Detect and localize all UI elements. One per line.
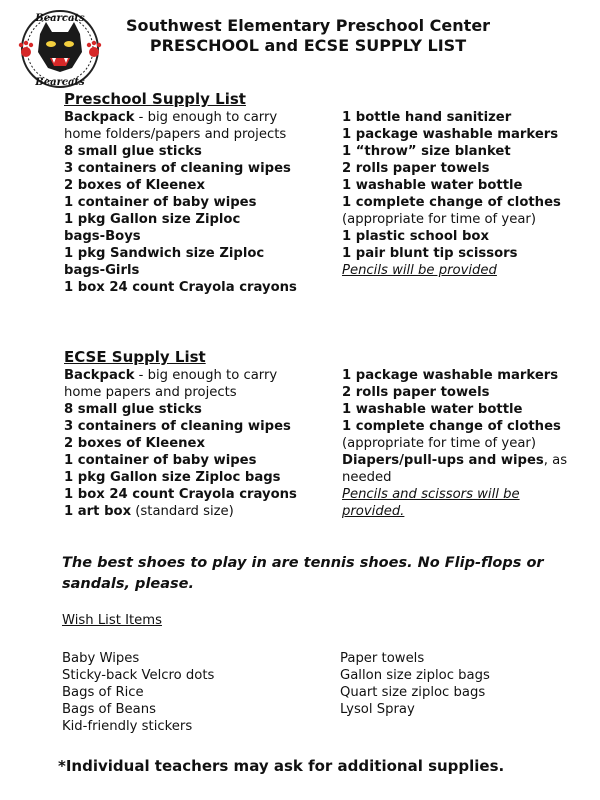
list-item: Bags of Beans xyxy=(62,702,156,717)
list-item xyxy=(342,452,567,469)
pencils-note: Pencils and scissors will be xyxy=(342,487,520,502)
list-item: 1 container of baby wipes xyxy=(64,195,257,210)
list-item: Bags of Rice xyxy=(62,685,144,700)
list-item: needed xyxy=(342,470,392,485)
backpack-label: Backpack xyxy=(64,368,135,383)
list-item: 1 washable water bottle xyxy=(342,402,523,417)
shoes-note xyxy=(62,553,562,595)
list-item: bags-Boys xyxy=(64,229,141,244)
art-box-label: 1 art box xyxy=(64,504,132,519)
preschool-heading: Preschool Supply List xyxy=(64,90,246,108)
wishlist-heading: Wish List Items xyxy=(62,613,162,628)
list-item: home papers and projects xyxy=(64,385,237,400)
pencils-note: provided. xyxy=(342,504,405,519)
preschool-right-list xyxy=(342,109,561,279)
backpack-desc: - big enough to carry xyxy=(134,368,278,383)
list-item: 3 containers of cleaning wipes xyxy=(64,419,291,434)
list-item: 1 box 24 count Crayola crayons xyxy=(64,280,297,295)
list-item: 2 boxes of Kleenex xyxy=(64,178,206,193)
list-item: 2 rolls paper towels xyxy=(342,385,490,400)
footer-note: *Individual teachers may ask for additional supplies. xyxy=(58,757,505,775)
list-item: 3 containers of cleaning wipes xyxy=(64,161,291,176)
ecse-left-list xyxy=(64,367,297,520)
list-item: Baby Wipes xyxy=(62,651,140,666)
logo-bottom-text: Bearcats xyxy=(35,77,85,88)
list-item: 1 plastic school box xyxy=(342,229,490,244)
ecse-heading: ECSE Supply List xyxy=(64,348,206,366)
list-item: (appropriate for time of year) xyxy=(342,212,536,227)
list-item: home folders/papers and projects xyxy=(64,127,287,142)
art-box-desc: (standard size) xyxy=(131,504,234,519)
pencils-note: Pencils will be provided xyxy=(342,263,497,278)
list-item: 1 pkg Gallon size Ziploc xyxy=(64,212,241,227)
list-item: 1 bottle hand sanitizer xyxy=(342,110,512,125)
list-item: Gallon size ziploc bags xyxy=(340,668,490,683)
list-item: 8 small glue sticks xyxy=(64,402,202,417)
list-item: 8 small glue sticks xyxy=(64,144,202,159)
bearcats-logo xyxy=(10,8,110,90)
backpack-label: Backpack xyxy=(64,110,135,125)
wishlist-right xyxy=(340,650,490,718)
list-item: 1 pkg Gallon size Ziploc bags xyxy=(64,470,281,485)
list-item: Lysol Spray xyxy=(340,702,415,717)
list-item: bags-Girls xyxy=(64,263,140,278)
list-item: 1 complete change of clothes xyxy=(342,195,561,210)
list-item xyxy=(64,367,297,384)
list-item: 2 rolls paper towels xyxy=(342,161,490,176)
diapers-label: Diapers/pull-ups and wipes xyxy=(342,453,544,468)
list-item: 1 pair blunt tip scissors xyxy=(342,246,518,261)
list-item: 2 boxes of Kleenex xyxy=(64,436,206,451)
title-line-1: Southwest Elementary Preschool Center xyxy=(125,16,491,35)
backpack-desc: - big enough to carry xyxy=(134,110,278,125)
preschool-left-list xyxy=(64,109,297,296)
list-item: 1 pkg Sandwich size Ziploc xyxy=(64,246,265,261)
list-item: 1 washable water bottle xyxy=(342,178,523,193)
wishlist-left xyxy=(62,650,214,735)
list-item: 1 package washable markers xyxy=(342,127,559,142)
logo-top-text: Bearcats xyxy=(35,13,85,24)
list-item: 1 “throw” size blanket xyxy=(342,144,511,159)
page-title xyxy=(118,16,498,56)
list-item: Sticky-back Velcro dots xyxy=(62,668,215,683)
list-item: 1 container of baby wipes xyxy=(64,453,257,468)
list-item xyxy=(64,109,297,126)
list-item: 1 box 24 count Crayola crayons xyxy=(64,487,297,502)
ecse-right-list xyxy=(342,367,567,520)
title-line-2: PRESCHOOL and ECSE SUPPLY LIST xyxy=(149,36,467,55)
shoes-note-line-2: sandals, please. xyxy=(62,576,195,592)
diapers-desc: , as xyxy=(543,453,568,468)
list-item: Kid-friendly stickers xyxy=(62,719,193,734)
list-item: 1 package washable markers xyxy=(342,368,559,383)
list-item: (appropriate for time of year) xyxy=(342,436,536,451)
list-item: Paper towels xyxy=(340,651,425,666)
list-item xyxy=(64,503,297,520)
shoes-note-line-1: The best shoes to play in are tennis shoes. No Flip-flops or xyxy=(62,555,544,571)
list-item: Quart size ziploc bags xyxy=(340,685,486,700)
list-item: 1 complete change of clothes xyxy=(342,419,561,434)
